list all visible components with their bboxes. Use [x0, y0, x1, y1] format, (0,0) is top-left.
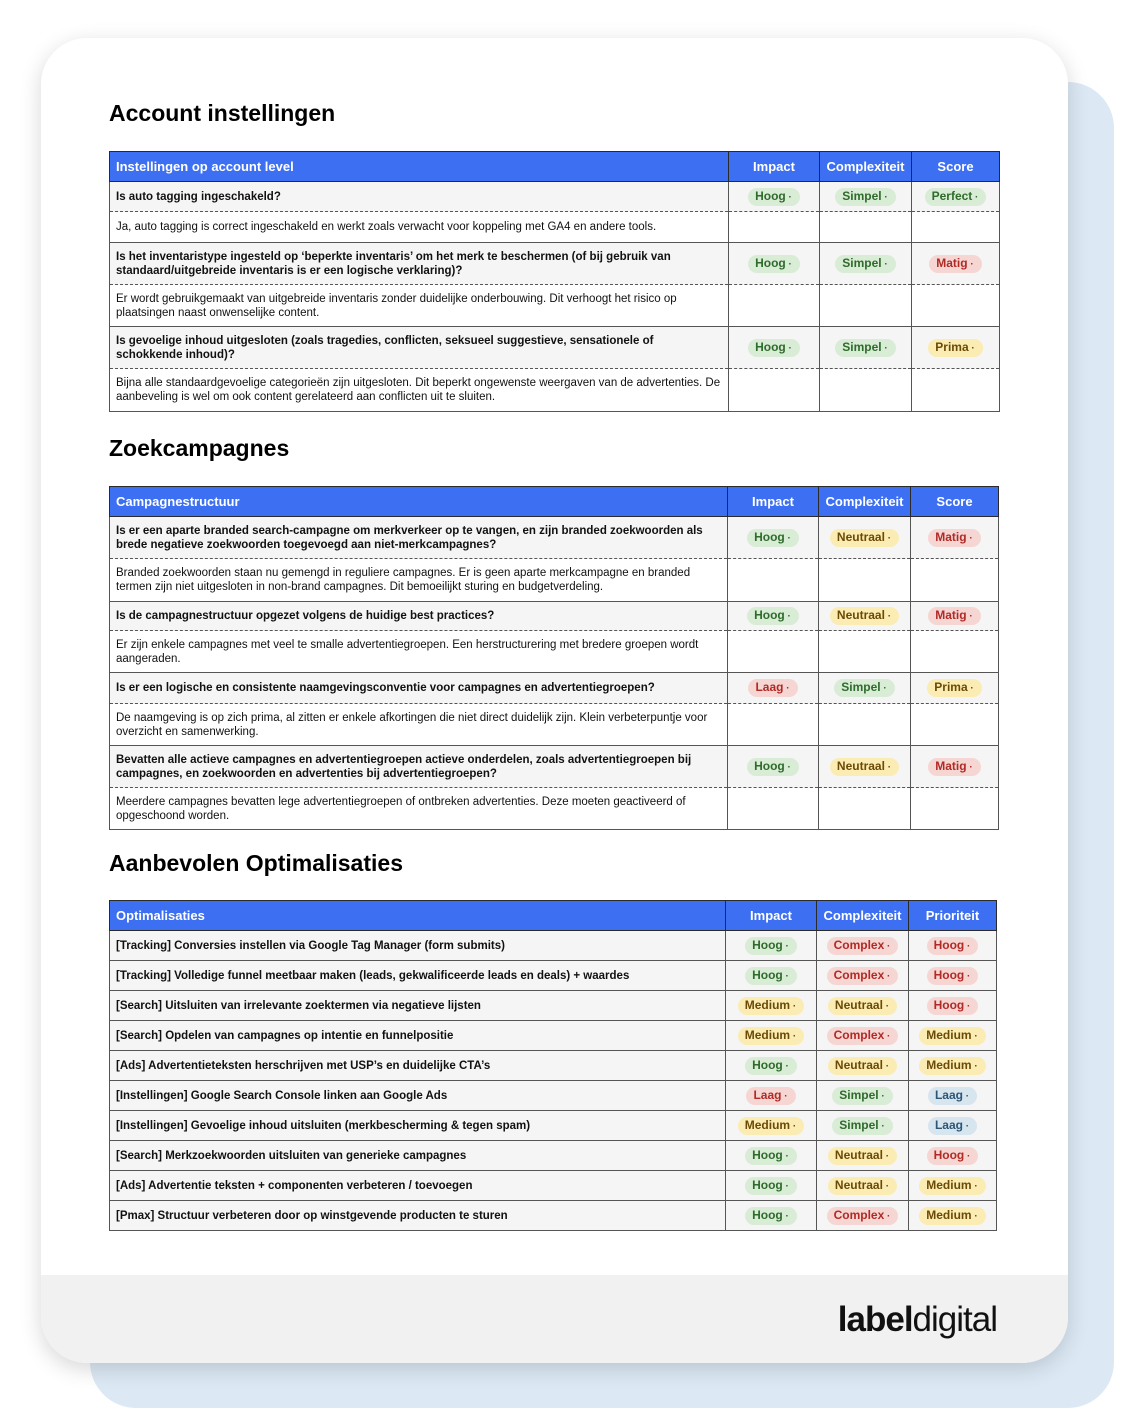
- priority-cell: [909, 1141, 997, 1171]
- complexity-badge: Complex ·: [827, 1027, 899, 1045]
- impact-badge: Medium ·: [738, 997, 804, 1015]
- optimization-text: [Search] Opdelen van campagnes op intentie en funnelpositie: [110, 1021, 726, 1051]
- empty-cell: [728, 788, 819, 830]
- impact-badge: Hoog ·: [745, 1207, 797, 1225]
- complexity-badge: Simpel ·: [835, 188, 895, 206]
- optimization-row: [110, 1051, 997, 1081]
- question-text: Is gevoelige inhoud uitgesloten (zoals tragedies, conflicten, seksueel suggestieve, sensationele of schokkende inhoud)?: [110, 327, 729, 369]
- complexity-badge: Neutraal ·: [830, 529, 899, 547]
- complexity-badge: Simpel ·: [835, 339, 895, 357]
- impact-badge: Hoog ·: [745, 1057, 797, 1075]
- score-badge: Matig ·: [928, 607, 980, 625]
- complexity-cell: [820, 182, 912, 212]
- col-header-impact: Impact: [728, 487, 819, 517]
- priority-badge: Hoog ·: [927, 1147, 979, 1165]
- empty-cell: [819, 704, 911, 746]
- optimizations-table: [109, 900, 997, 1231]
- question-row: [110, 327, 1000, 369]
- question-text: Is er een logische en consistente naamgevingsconventie voor campagnes en advertentiegroepen?: [110, 673, 728, 704]
- priority-cell: [909, 961, 997, 991]
- score-badge: Prima ·: [927, 679, 981, 697]
- empty-cell: [912, 285, 1000, 327]
- answer-row: [110, 285, 1000, 327]
- impact-cell: [726, 1051, 817, 1081]
- impact-cell: [728, 673, 819, 704]
- impact-badge: Hoog ·: [748, 339, 800, 357]
- col-header-priority: Prioriteit: [909, 901, 997, 931]
- impact-badge: Laag ·: [748, 679, 797, 697]
- question-row: [110, 182, 1000, 212]
- col-header-optimizations: Optimalisaties: [110, 901, 726, 931]
- empty-cell: [729, 212, 820, 243]
- optimization-text: [Pmax] Structuur verbeteren door op winstgevende producten te sturen: [110, 1201, 726, 1231]
- empty-cell: [729, 369, 820, 412]
- score-badge: Matig ·: [928, 529, 980, 547]
- answer-text: Branded zoekwoorden staan nu gemengd in reguliere campagnes. Er is geen aparte merkcampagne en branded termen zijn niet uitgesloten in non-brand campagnes. Dit bemoeilijkt sturing en budgetverdeling.: [110, 559, 728, 602]
- optimization-row: [110, 1201, 997, 1231]
- question-text: Bevatten alle actieve campagnes en advertentiegroepen actieve onderdelen, zoals advertentiegroepen bij campagnes, en zoekwoorden en advertenties bij advertentiegroepen?: [110, 746, 728, 788]
- answer-text: Meerdere campagnes bevatten lege advertentiegroepen of ontbreken advertenties. Deze moeten geactiveerd of opgeschoond worden.: [110, 788, 728, 830]
- answer-row: [110, 631, 999, 673]
- complexity-badge: Complex ·: [827, 1207, 899, 1225]
- optimization-row: [110, 931, 997, 961]
- impact-cell: [726, 1201, 817, 1231]
- optimization-row: [110, 961, 997, 991]
- impact-badge: Hoog ·: [745, 967, 797, 985]
- optimization-text: [Ads] Advertentieteksten herschrijven met USP’s en duidelijke CTA’s: [110, 1051, 726, 1081]
- col-header-settings: Instellingen op account level: [110, 152, 729, 182]
- impact-cell: [729, 327, 820, 369]
- score-cell: [911, 746, 999, 788]
- optimization-row: [110, 1081, 997, 1111]
- document-card: [41, 38, 1068, 1363]
- answer-text: Er zijn enkele campagnes met veel te smalle advertentiegroepen. Een herstructurering met bredere groepen wordt aangeraden.: [110, 631, 728, 673]
- brand-logo: labeldigital: [837, 1300, 997, 1339]
- optimization-row: [110, 1171, 997, 1201]
- complexity-cell: [817, 1111, 909, 1141]
- answer-text: Ja, auto tagging is correct ingeschakeld en werkt zoals verwacht voor koppeling met GA4 en andere tools.: [110, 212, 729, 243]
- impact-cell: [729, 243, 820, 285]
- priority-cell: [909, 1051, 997, 1081]
- score-cell: [912, 182, 1000, 212]
- complexity-cell: [817, 1021, 909, 1051]
- empty-cell: [820, 212, 912, 243]
- complexity-cell: [817, 1201, 909, 1231]
- empty-cell: [911, 788, 999, 830]
- empty-cell: [728, 559, 819, 602]
- col-header-structure: Campagnestructuur: [110, 487, 728, 517]
- complexity-cell: [819, 746, 911, 788]
- answer-text: De naamgeving is op zich prima, al zitten er enkele afkortingen die niet direct duidelijk zijn. Klein verbeterpuntje voor overzicht en samenwerking.: [110, 704, 728, 746]
- optimization-text: [Tracking] Volledige funnel meetbaar maken (leads, gekwalificeerde leads en deals) + waardes: [110, 961, 726, 991]
- empty-cell: [729, 285, 820, 327]
- optimization-row: [110, 1021, 997, 1051]
- complexity-cell: [817, 1081, 909, 1111]
- priority-badge: Laag ·: [928, 1087, 977, 1105]
- optimization-text: [Tracking] Conversies instellen via Google Tag Manager (form submits): [110, 931, 726, 961]
- impact-badge: Hoog ·: [745, 937, 797, 955]
- impact-cell: [726, 1081, 817, 1111]
- impact-badge: Hoog ·: [745, 1147, 797, 1165]
- impact-badge: Hoog ·: [745, 1177, 797, 1195]
- priority-cell: [909, 991, 997, 1021]
- impact-cell: [726, 1171, 817, 1201]
- optimization-text: [Instellingen] Google Search Console linken aan Google Ads: [110, 1081, 726, 1111]
- answer-row: [110, 788, 999, 830]
- impact-badge: Hoog ·: [747, 529, 799, 547]
- optimization-row: [110, 1111, 997, 1141]
- complexity-cell: [817, 991, 909, 1021]
- complexity-badge: Simpel ·: [834, 679, 894, 697]
- question-text: Is er een aparte branded search-campagne om merkverkeer op te vangen, en zijn branded zoekwoorden als brede negatieve zoekwoorden toegevoegd aan niet-merkcampagnes?: [110, 517, 728, 559]
- campaign-structure-table: [109, 486, 999, 830]
- empty-cell: [728, 704, 819, 746]
- optimization-row: [110, 1141, 997, 1171]
- impact-cell: [728, 602, 819, 631]
- empty-cell: [912, 212, 1000, 243]
- complexity-cell: [819, 673, 911, 704]
- score-badge: Perfect ·: [925, 188, 987, 206]
- priority-cell: [909, 1081, 997, 1111]
- empty-cell: [912, 369, 1000, 412]
- empty-cell: [819, 559, 911, 602]
- complexity-badge: Neutraal ·: [830, 758, 899, 776]
- question-row: [110, 517, 999, 559]
- impact-badge: Medium ·: [738, 1117, 804, 1135]
- answer-row: [110, 369, 1000, 412]
- question-row: [110, 602, 999, 631]
- priority-badge: Laag ·: [928, 1117, 977, 1135]
- question-text: Is auto tagging ingeschakeld?: [110, 182, 729, 212]
- priority-cell: [909, 1171, 997, 1201]
- account-settings-table: [109, 151, 1000, 412]
- optimization-text: [Search] Uitsluiten van irrelevante zoektermen via negatieve lijsten: [110, 991, 726, 1021]
- optimization-text: [Search] Merkzoekwoorden uitsluiten van generieke campagnes: [110, 1141, 726, 1171]
- optimization-row: [110, 991, 997, 1021]
- col-header-complexity: Complexiteit: [820, 152, 912, 182]
- impact-cell: [728, 746, 819, 788]
- priority-cell: [909, 1111, 997, 1141]
- impact-cell: [726, 1021, 817, 1051]
- complexity-cell: [820, 327, 912, 369]
- score-badge: Matig ·: [928, 758, 980, 776]
- score-cell: [911, 602, 999, 631]
- impact-badge: Hoog ·: [747, 758, 799, 776]
- score-badge: Prima ·: [928, 339, 982, 357]
- col-header-impact: Impact: [726, 901, 817, 931]
- score-cell: [912, 327, 1000, 369]
- impact-cell: [726, 931, 817, 961]
- footer: [41, 1275, 1068, 1363]
- answer-text: Bijna alle standaardgevoelige categorieën zijn uitgesloten. Dit beperkt ongewenste weergaven van de advertenties. De aanbeveling is wel om ook content gerelateerd aan conflicten uit te sluiten.: [110, 369, 729, 412]
- priority-badge: Medium ·: [919, 1177, 985, 1195]
- complexity-cell: [817, 1141, 909, 1171]
- col-header-score: Score: [911, 487, 999, 517]
- complexity-badge: Complex ·: [827, 967, 899, 985]
- priority-badge: Medium ·: [919, 1027, 985, 1045]
- col-header-score: Score: [912, 152, 1000, 182]
- complexity-badge: Complex ·: [827, 937, 899, 955]
- impact-cell: [726, 1111, 817, 1141]
- priority-badge: Hoog ·: [927, 967, 979, 985]
- answer-row: [110, 559, 999, 602]
- priority-badge: Hoog ·: [927, 937, 979, 955]
- priority-badge: Medium ·: [919, 1057, 985, 1075]
- score-cell: [912, 243, 1000, 285]
- section-title-account: Account instellingen: [109, 100, 336, 126]
- complexity-cell: [817, 931, 909, 961]
- impact-cell: [728, 517, 819, 559]
- section-title-optimizations: Aanbevolen Optimalisaties: [109, 850, 403, 876]
- complexity-badge: Neutraal ·: [828, 1057, 897, 1075]
- impact-cell: [729, 182, 820, 212]
- impact-cell: [726, 991, 817, 1021]
- score-cell: [911, 517, 999, 559]
- empty-cell: [911, 631, 999, 673]
- question-row: [110, 746, 999, 788]
- answer-row: [110, 212, 1000, 243]
- complexity-cell: [820, 243, 912, 285]
- empty-cell: [819, 788, 911, 830]
- score-badge: Matig ·: [929, 255, 981, 273]
- complexity-cell: [819, 517, 911, 559]
- empty-cell: [911, 704, 999, 746]
- question-row: [110, 243, 1000, 285]
- complexity-badge: Simpel ·: [832, 1087, 892, 1105]
- empty-cell: [820, 369, 912, 412]
- impact-badge: Hoog ·: [748, 188, 800, 206]
- question-text: Is de campagnestructuur opgezet volgens de huidige best practices?: [110, 602, 728, 631]
- complexity-badge: Neutraal ·: [830, 607, 899, 625]
- empty-cell: [820, 285, 912, 327]
- empty-cell: [819, 631, 911, 673]
- complexity-cell: [817, 961, 909, 991]
- empty-cell: [911, 559, 999, 602]
- complexity-badge: Simpel ·: [835, 255, 895, 273]
- priority-cell: [909, 931, 997, 961]
- complexity-badge: Neutraal ·: [828, 1177, 897, 1195]
- score-cell: [911, 673, 999, 704]
- impact-cell: [726, 1141, 817, 1171]
- complexity-badge: Simpel ·: [832, 1117, 892, 1135]
- impact-badge: Medium ·: [738, 1027, 804, 1045]
- col-header-impact: Impact: [729, 152, 820, 182]
- optimization-text: [Ads] Advertentie teksten + componenten verbeteren / toevoegen: [110, 1171, 726, 1201]
- complexity-cell: [817, 1051, 909, 1081]
- priority-cell: [909, 1201, 997, 1231]
- empty-cell: [728, 631, 819, 673]
- priority-badge: Hoog ·: [927, 997, 979, 1015]
- impact-badge: Hoog ·: [748, 255, 800, 273]
- question-text: Is het inventaristype ingesteld op ‘beperkte inventaris’ om het merk te beschermen (of bij gebruik van standaard/uitgebreide inventaris is er een logische verklaring)?: [110, 243, 729, 285]
- impact-badge: Hoog ·: [747, 607, 799, 625]
- priority-badge: Medium ·: [919, 1207, 985, 1225]
- col-header-complexity: Complexiteit: [819, 487, 911, 517]
- complexity-cell: [819, 602, 911, 631]
- question-row: [110, 673, 999, 704]
- complexity-cell: [817, 1171, 909, 1201]
- complexity-badge: Neutraal ·: [828, 997, 897, 1015]
- answer-text: Er wordt gebruikgemaakt van uitgebreide inventaris zonder duidelijke onderbouwing. Dit verhoogt het risico op plaatsingen naast onwenselijke content.: [110, 285, 729, 327]
- answer-row: [110, 704, 999, 746]
- complexity-badge: Neutraal ·: [828, 1147, 897, 1165]
- col-header-complexity: Complexiteit: [817, 901, 909, 931]
- impact-badge: Laag ·: [746, 1087, 795, 1105]
- optimization-text: [Instellingen] Gevoelige inhoud uitsluiten (merkbescherming & tegen spam): [110, 1111, 726, 1141]
- impact-cell: [726, 961, 817, 991]
- section-title-search: Zoekcampagnes: [109, 435, 290, 461]
- priority-cell: [909, 1021, 997, 1051]
